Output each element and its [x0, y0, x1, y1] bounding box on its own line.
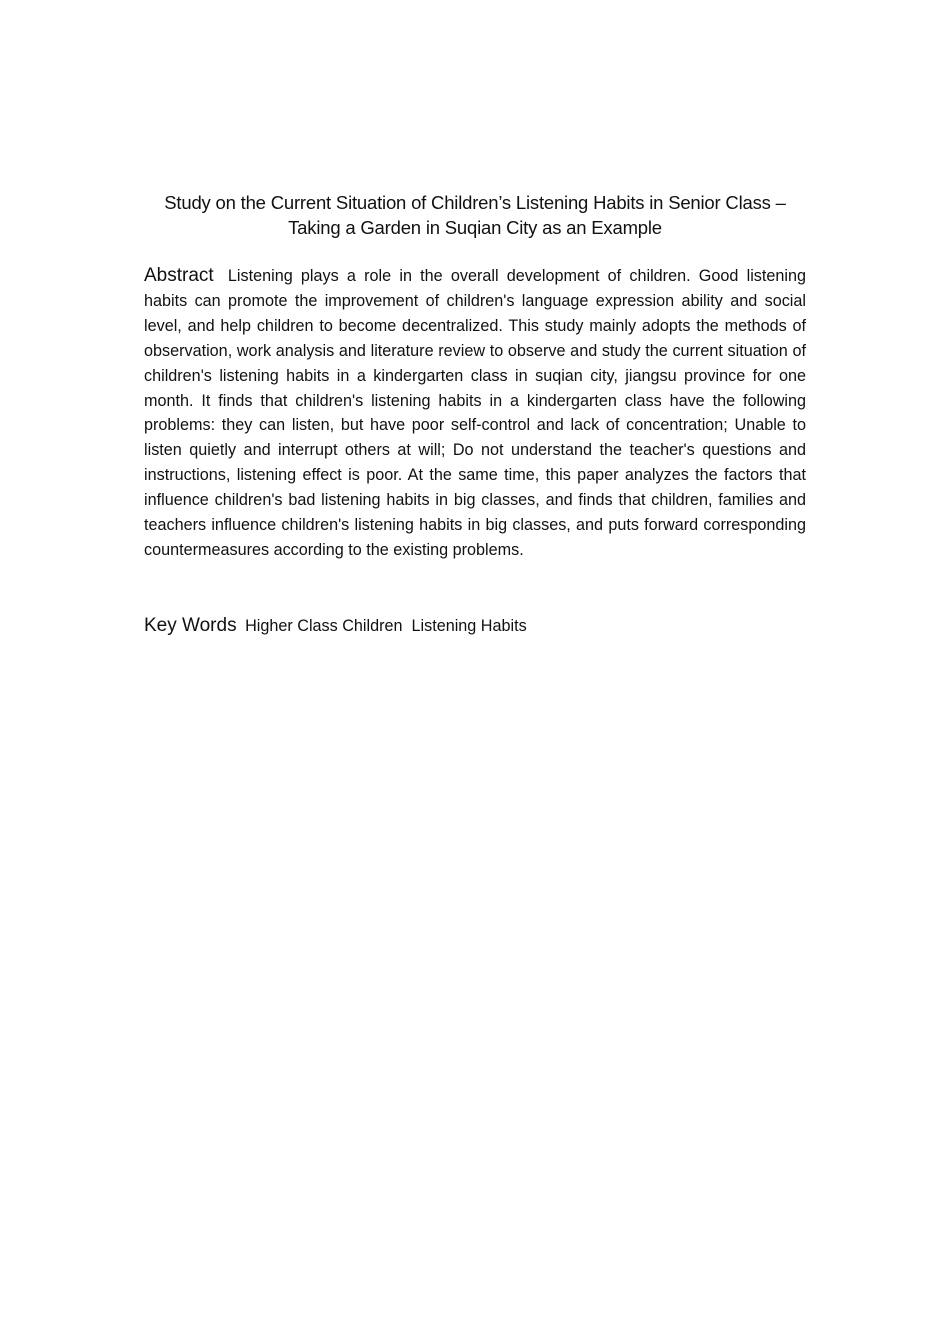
keywords-heading: Key Words — [144, 615, 237, 636]
paper-title — [144, 190, 806, 240]
title-line-2: Taking a Garden in Suqian City as an Example — [288, 217, 662, 238]
abstract-heading: Abstract — [144, 265, 214, 286]
keywords-body: Higher Class Children Listening Habits — [245, 617, 527, 635]
keywords-line — [144, 613, 806, 639]
abstract-body: Listening plays a role in the overall development of children. Good listening habits can promote the improvement of children's language expression ability and social level, and help children to become decentralized. This study mainly adopts the methods of observation, work analysis and literature review to observe and study the current situation of children's listening habits in a kindergarten class in suqian city, jiangsu province for one month. It finds that children's listening habits in a kindergarten class have the following problems: they can listen, but have poor self-control and lack of concentration; Unable to listen quietly and interrupt others at will; Do not understand the teacher's questions and instructions, listening effect is poor. At the same time, this paper analyzes the factors that influence children's bad listening habits in big classes, and finds that children, families and teachers influence children's listening habits in big classes, and puts forward corresponding countermeasures according to the existing problems. — [144, 267, 806, 559]
title-line-1: Study on the Current Situation of Children’s Listening Habits in Senior Class – — [164, 192, 786, 213]
abstract-paragraph — [144, 264, 806, 563]
